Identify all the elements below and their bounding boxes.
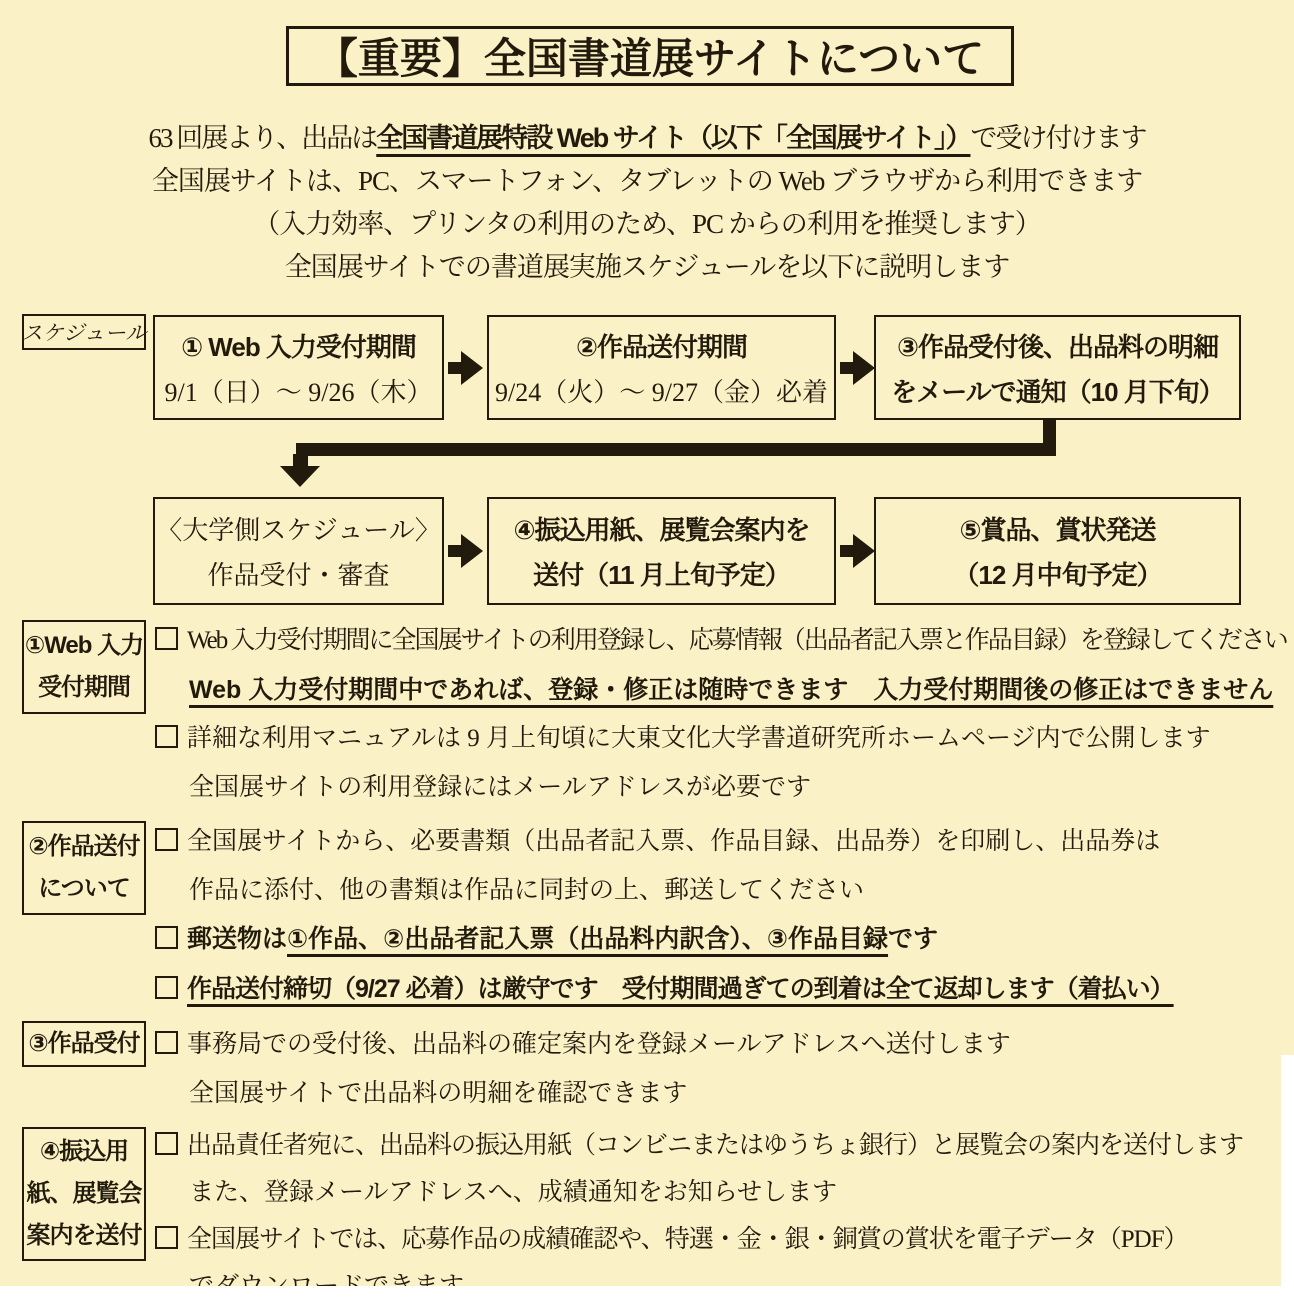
flow-box-5-subtitle: 送付（11 月上旬予定） xyxy=(533,560,790,590)
section-4-content xyxy=(155,1122,1285,1300)
arrow-right-icon xyxy=(840,351,875,385)
section-4-item-2 xyxy=(155,1216,1285,1263)
section-2-item-2-underlined: ①作品、②出品者記入票（出品料内訳含）、③作品目録 xyxy=(287,925,889,953)
intro-line-1-post: で受け付けます xyxy=(970,123,1146,153)
arrow-right-icon xyxy=(840,534,875,568)
section-4-label-line-1: ④振込用 xyxy=(39,1138,129,1165)
title-box xyxy=(286,26,1014,86)
flow-box-1-dates: 9/1（日）～ 9/26（木） xyxy=(164,377,433,407)
arrow-head xyxy=(461,534,483,568)
arrow-bar xyxy=(448,362,461,374)
section-2-item-1 xyxy=(155,818,1285,867)
section-2-item-2 xyxy=(155,915,1285,965)
checkbox-icon xyxy=(155,1031,178,1054)
flow-box-6-title: ⑤賞品、賞状発送 xyxy=(959,515,1156,545)
section-1-label-line-1: ①Web 入力 xyxy=(24,632,144,659)
section-1-item-2-note-text: 全国展サイトの利用登録にはメールアドレスが必要です xyxy=(189,773,812,801)
section-2-item-3 xyxy=(155,965,1285,1015)
checkbox-icon xyxy=(155,926,178,949)
section-1-item-2-note xyxy=(155,764,1285,813)
arrow-down-icon xyxy=(280,466,320,487)
section-1-item-1 xyxy=(155,617,1285,666)
section-2-item-1-text: 全国展サイトから、必要書類（出品者記入票、作品目録、出品券）を印刷し、出品券は xyxy=(187,828,1161,855)
intro-line-2: 全国展サイトは、PC、スマートフォン、タブレットの Web ブラウザから利用できます xyxy=(151,166,1143,196)
section-3-item-1 xyxy=(155,1021,1285,1070)
flow-box-5-payment-slip xyxy=(487,497,836,605)
section-3-item-1-cont-text: 全国展サイトで出品料の明細を確認できます xyxy=(189,1079,688,1107)
intro-line-4: 全国展サイトでの書道展実施スケジュールを以下に説明します xyxy=(284,252,1010,282)
arrow-right-icon xyxy=(448,534,483,568)
section-1-content xyxy=(155,617,1285,812)
flow-box-1-title: ① Web 入力受付期間 xyxy=(181,331,416,362)
section-4-item-1-cont xyxy=(155,1169,1285,1216)
arrow-head xyxy=(853,534,875,568)
section-4-label-line-3: 案内を送付 xyxy=(26,1222,142,1249)
section-2-item-1-cont xyxy=(155,867,1285,916)
flow-box-3-subtitle: をメールで通知（10 月下旬） xyxy=(891,376,1224,407)
schedule-label: スケジュール xyxy=(22,314,146,350)
flow-box-2-work-shipping-period xyxy=(487,315,836,420)
section-4-item-1-text: 出品責任者宛に、出品料の振込用紙（コンビニまたはゆうちょ銀行）と展覧会の案内を送付します xyxy=(187,1132,1244,1159)
section-1-item-1-note xyxy=(155,666,1285,716)
checkbox-icon xyxy=(155,828,178,851)
section-1-item-2-text: 詳細な利用マニュアルは 9 月上旬頃に大東文化大学書道研究所ホームページ内で公開します xyxy=(187,725,1211,752)
checkbox-icon xyxy=(155,627,178,650)
section-4-label xyxy=(22,1127,146,1261)
section-2-item-1-cont-text: 作品に添付、他の書類は作品に同封の上、郵送してください xyxy=(189,876,865,904)
arrow-bar xyxy=(840,545,853,557)
arrow-head xyxy=(461,351,483,385)
section-4-item-1-cont-text: また、登録メールアドレスへ、成績通知をお知らせします xyxy=(189,1179,838,1206)
flow-box-6-prizes-shipping xyxy=(874,497,1241,605)
section-1-label-line-2: 受付期間 xyxy=(38,674,130,701)
arrow-bar xyxy=(840,362,853,374)
flow-box-3-fee-notice xyxy=(874,315,1241,420)
page-title: 【重要】全国書道展サイトについて xyxy=(315,35,985,82)
section-3-label xyxy=(22,1021,146,1067)
flow-box-3-title: ③作品受付後、出品料の明細 xyxy=(896,331,1218,362)
section-1-item-1-note-text: Web 入力受付期間中であれば、登録・修正は随時できます 入力受付期間後の修正はできません xyxy=(189,675,1274,704)
intro-paragraph xyxy=(0,117,1294,289)
checkbox-icon xyxy=(155,1132,178,1155)
flow-box-2-dates: 9/24（火）～ 9/27（金）必着 xyxy=(495,377,828,407)
checkbox-icon xyxy=(155,725,178,748)
section-2-content xyxy=(155,818,1285,1014)
section-1-item-1-text: Web 入力受付期間に全国展サイトの利用登録し、応募情報（出品者記入票と作品目録）を登録してください xyxy=(187,627,1287,654)
intro-line-3: （入力効率、プリンタの利用のため、PC からの利用を推奨します） xyxy=(253,209,1041,239)
flow-box-1-web-entry-period xyxy=(153,315,444,420)
section-1-label xyxy=(22,620,146,714)
section-2-item-2-pre: 郵送物は xyxy=(187,925,288,953)
section-2-label-line-2: について xyxy=(38,875,130,902)
flow-box-5-title: ④振込用紙、展覧会案内を xyxy=(513,515,810,545)
section-1-item-2 xyxy=(155,715,1285,764)
section-4-item-2-text: 全国展サイトでは、応募作品の成績確認や、特選・金・銀・銅賞の賞状を電子データ（PDF） xyxy=(187,1226,1188,1253)
checkbox-icon xyxy=(155,1226,178,1249)
section-2-item-3-text: 作品送付締切（9/27 必着）は厳守です 受付期間過ぎての到着は全て返却します（着払い） xyxy=(187,974,1174,1003)
connector-line xyxy=(296,443,1056,456)
intro-line-1 xyxy=(0,117,1294,160)
checkbox-icon xyxy=(155,976,178,999)
flow-box-6-subtitle: （12 月中旬予定） xyxy=(953,560,1162,590)
connector-line xyxy=(1043,419,1056,445)
arrow-right-icon xyxy=(448,351,483,385)
flow-box-2-title: ②作品送付期間 xyxy=(575,331,747,362)
arrow-head xyxy=(853,351,875,385)
intro-line-1-pre: 63 回展より、出品は xyxy=(148,123,377,153)
section-2-label-line-1: ②作品送付 xyxy=(28,833,140,860)
section-2-label xyxy=(22,821,146,915)
scan-margin xyxy=(0,1286,1294,1300)
flow-box-4-title: 〈大学側スケジュール〉 xyxy=(156,516,441,545)
section-2-item-2-post: です xyxy=(888,925,939,953)
arrow-bar xyxy=(448,545,461,557)
scan-margin xyxy=(1281,1055,1294,1300)
flow-box-4-subtitle: 作品受付・審査 xyxy=(207,561,390,590)
intro-line-1-emphasis: 全国書道展特設 Web サイト（以下「全国展サイト」） xyxy=(376,123,971,153)
section-4-item-1 xyxy=(155,1122,1285,1169)
flow-box-4-university-schedule xyxy=(153,497,444,605)
section-4-label-line-2: 紙、展覧会 xyxy=(26,1180,142,1207)
section-3-label-line-1: ③作品受付 xyxy=(28,1030,140,1057)
section-3-item-1-cont xyxy=(155,1070,1285,1119)
section-3-content xyxy=(155,1021,1285,1118)
section-3-item-1-text: 事務局での受付後、出品料の確定案内を登録メールアドレスへ送付します xyxy=(187,1031,1011,1058)
